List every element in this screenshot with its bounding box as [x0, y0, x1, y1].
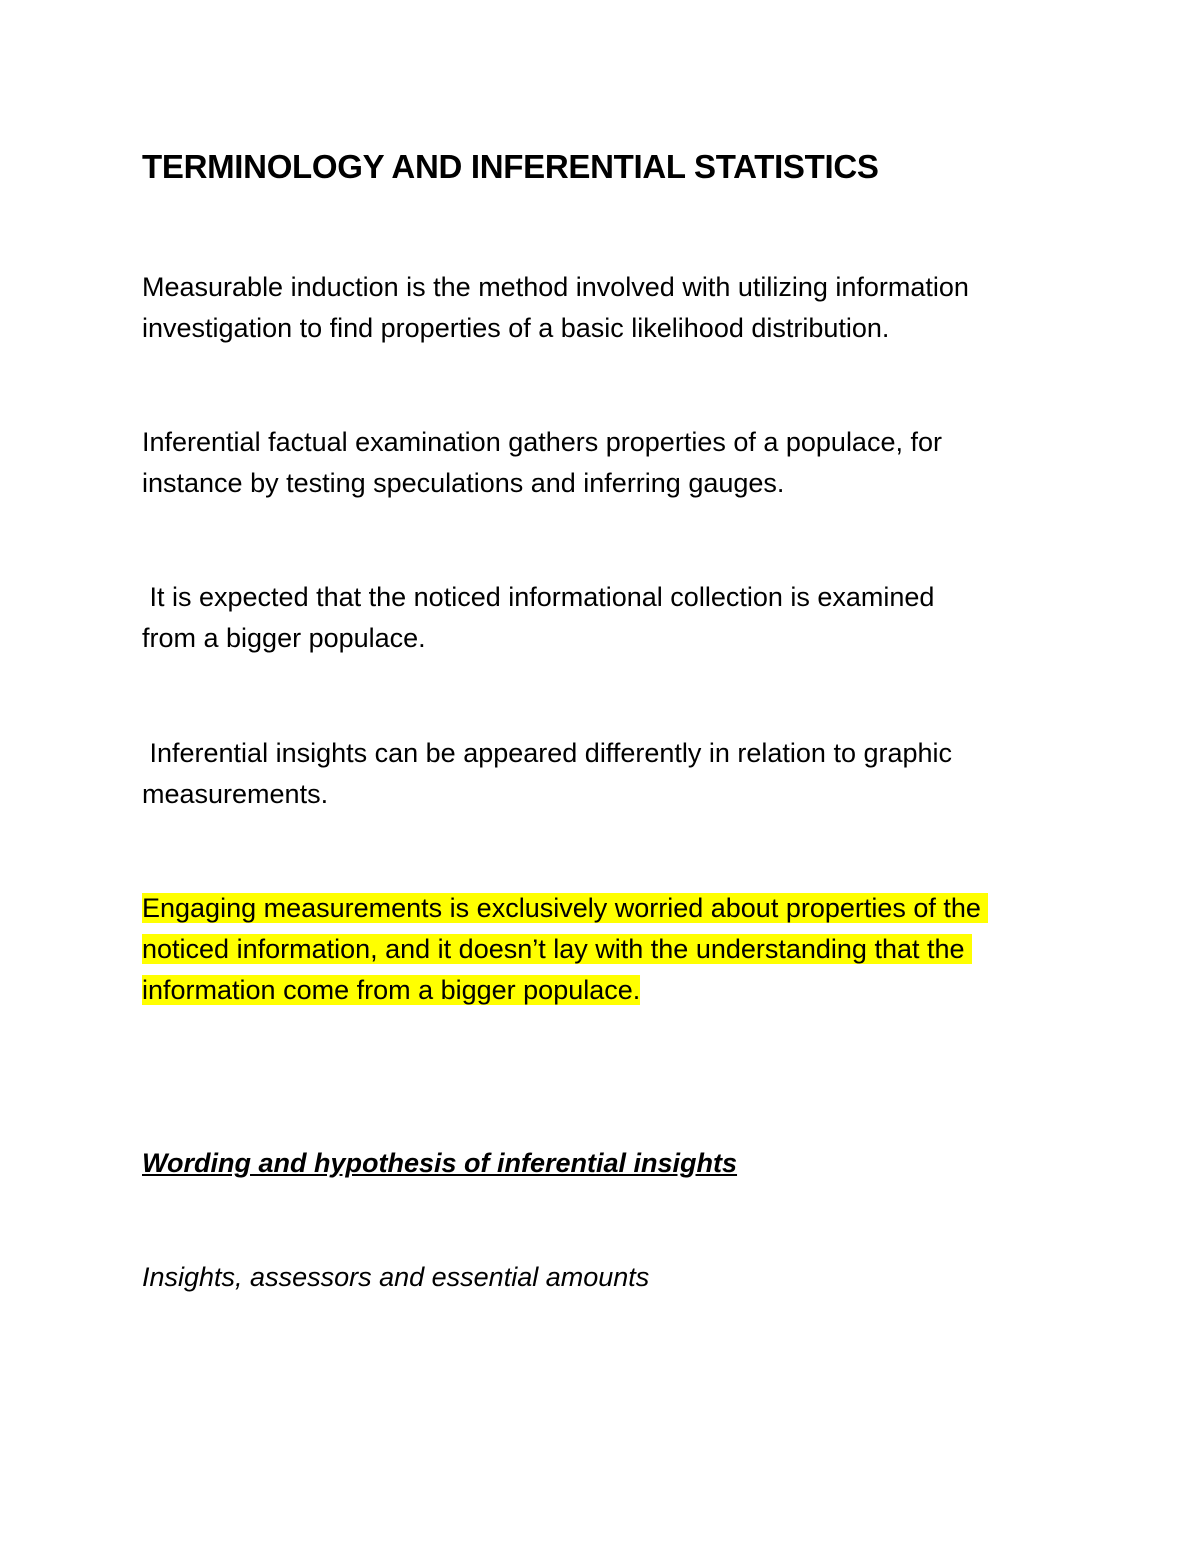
- paragraph-statistical-induction: [142, 267, 1072, 349]
- paragraph-line: measurements.: [142, 779, 329, 809]
- paragraph-inferential-analysis: [142, 422, 1072, 504]
- paragraph-line: Inferential factual examination gathers properties of a populace, for: [142, 427, 942, 457]
- paragraph-line: from a bigger populace.: [142, 623, 426, 653]
- highlighted-line: information come from a bigger populace.: [142, 975, 641, 1005]
- section-subheading: Wording and hypothesis of inferential insights: [142, 1148, 738, 1178]
- paragraph-line: instance by testing speculations and inferring gauges.: [142, 468, 785, 498]
- section-subitem: Insights, assessors and essential amounts: [142, 1262, 650, 1292]
- highlighted-line: Engaging measurements is exclusively worried about properties of the: [142, 893, 989, 923]
- paragraph-line: Measurable induction is the method involved with utilizing information: [142, 272, 969, 302]
- highlighted-paragraph: [142, 888, 1072, 1011]
- paragraph-line: It is expected that the noticed informational collection is examined: [142, 582, 935, 612]
- paragraph-line: investigation to find properties of a basic likelihood distribution.: [142, 313, 890, 343]
- paragraph-contrast-descriptive: [142, 733, 1072, 815]
- highlighted-line: noticed information, and it doesn’t lay with the understanding that the: [142, 934, 973, 964]
- paragraph-line: Inferential insights can be appeared differently in relation to graphic: [142, 738, 953, 768]
- paragraph-sampled-population: [142, 577, 1072, 659]
- document-title: TERMINOLOGY AND INFERENTIAL STATISTICS: [142, 148, 879, 185]
